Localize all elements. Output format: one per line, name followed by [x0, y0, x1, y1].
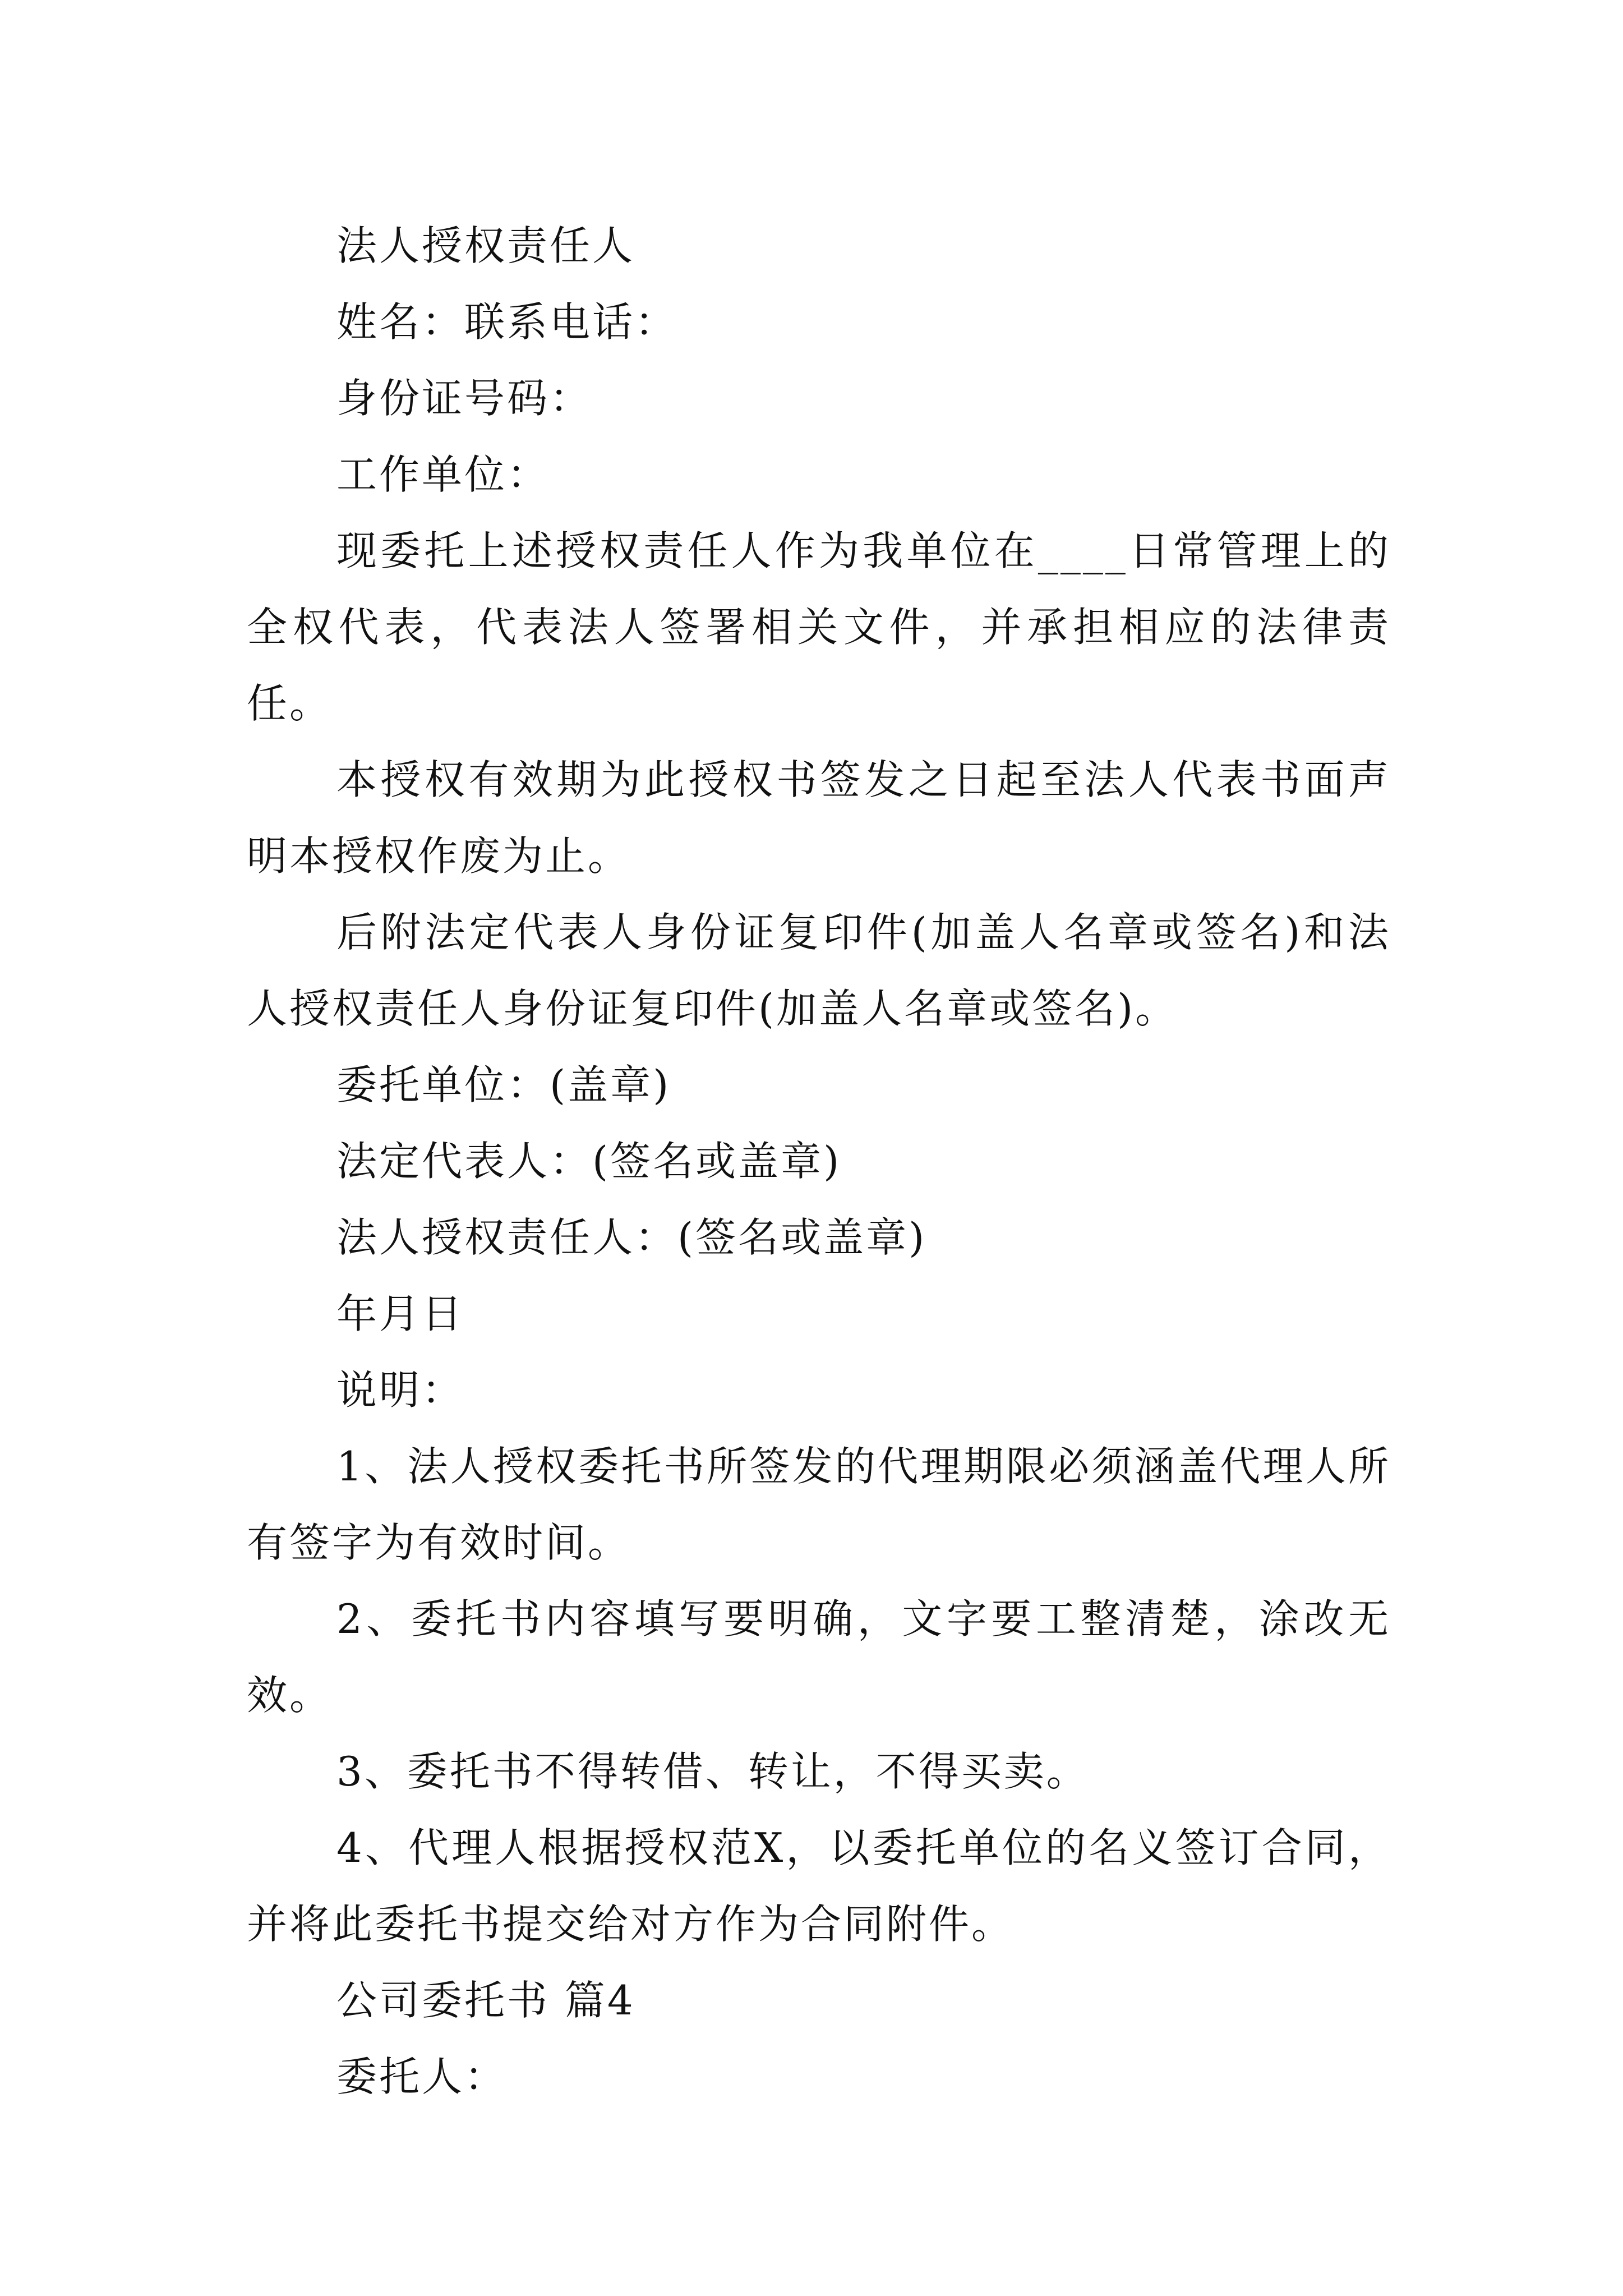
date-line: 年月日	[336, 1290, 465, 1337]
section-heading: 法人授权责任人	[336, 222, 635, 269]
note-item: 4、代理人根据授权范X，以委托单位的名义签订合同，并将此委托书提交给对方作为合同附件。	[247, 1824, 1391, 1948]
note-item: 1、法人授权委托书所签发的代理期限必须涵盖代理人所有签字为有效时间。	[247, 1443, 1391, 1566]
work-unit-line: 工作单位：	[336, 451, 550, 498]
entrusting-unit-line: 委托单位：(盖章)	[336, 1061, 671, 1108]
document-body	[247, 208, 1391, 2115]
note-item: 2、委托书内容填写要明确，文字要工整清楚，涂改无效。	[247, 1595, 1391, 1719]
notes-heading: 说明：	[336, 1366, 465, 1414]
attachment-paragraph: 后附法定代表人身份证复印件(加盖人名章或签名)和法人授权责任人身份证复印件(加盖人名章或签名)。	[247, 909, 1391, 1032]
name-phone-line: 姓名：联系电话：	[336, 298, 678, 346]
legal-representative-line: 法定代表人：(签名或盖章)	[336, 1138, 842, 1185]
principal-line: 委托人：	[336, 2053, 508, 2100]
authorized-person-line: 法人授权责任人：(签名或盖章)	[336, 1214, 927, 1261]
id-number-line: 身份证号码：	[336, 375, 593, 422]
delegation-paragraph: 现委托上述授权责任人作为我单位在____日常管理上的全权代表，代表法人签署相关文件，并承担相应的法律责任。	[247, 527, 1391, 727]
validity-paragraph: 本授权有效期为此授权书签发之日起至法人代表书面声明本授权作废为止。	[247, 756, 1391, 880]
note-item: 3、委托书不得转借、转让，不得买卖。	[336, 1748, 1089, 1795]
section-title: 公司委托书 篇4	[336, 1977, 635, 2024]
